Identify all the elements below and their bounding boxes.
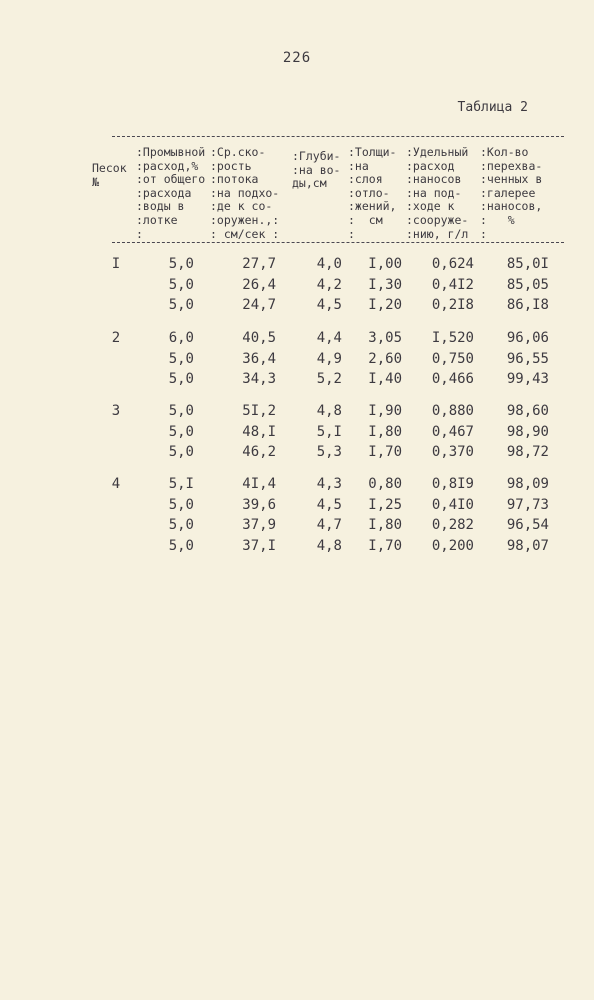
table-cell: 85,05 bbox=[506, 276, 549, 293]
table-cell: 5,0 bbox=[168, 371, 194, 387]
column-header-line: :ченных в bbox=[480, 172, 543, 187]
column-header-line: :наносов bbox=[406, 172, 462, 187]
column-header-line: :Толщи- bbox=[348, 145, 397, 159]
table-cell: 5,2 bbox=[316, 371, 342, 387]
column-header-line: :расход bbox=[406, 158, 455, 173]
table-cell: 0,467 bbox=[431, 423, 474, 440]
table-cell: 96,54 bbox=[506, 517, 549, 533]
sand-number: I bbox=[111, 256, 121, 272]
table-cell: 0,8I9 bbox=[431, 476, 474, 492]
table-cell: 0,880 bbox=[431, 403, 474, 419]
column-header-line: : bbox=[136, 226, 143, 241]
table-cell: 4,8 bbox=[316, 403, 342, 419]
column-header-line: :рость bbox=[210, 158, 252, 173]
table-caption: Таблица 2 bbox=[457, 100, 528, 115]
sand-number: 2 bbox=[111, 330, 121, 346]
column-header-line: : % bbox=[480, 212, 515, 227]
page-number: 226 bbox=[282, 50, 312, 66]
table-cell: 98,72 bbox=[506, 444, 549, 460]
table-cell: 5,I bbox=[316, 423, 342, 440]
column-header-line: :наносов, bbox=[480, 199, 543, 214]
column-header-line: :на под- bbox=[406, 185, 462, 200]
table-cell: I,20 bbox=[368, 297, 402, 313]
table-cell: 5,0 bbox=[168, 517, 194, 533]
table-cell: 0,4I2 bbox=[431, 276, 474, 293]
table-cell: 97,73 bbox=[506, 496, 549, 513]
table-cell: I,40 bbox=[368, 371, 402, 387]
column-header-line: ды,см bbox=[292, 176, 327, 191]
table-cell: 4,2 bbox=[316, 276, 342, 293]
table-cell: 3,05 bbox=[368, 330, 402, 346]
table-cell: 0,466 bbox=[431, 371, 474, 387]
column-header-line: : bbox=[348, 226, 355, 241]
table-cell: 86,I8 bbox=[506, 297, 549, 313]
table-cell: I,520 bbox=[431, 330, 474, 346]
table-cell: 0,200 bbox=[431, 537, 474, 554]
column-header-line: :сооруже- bbox=[406, 212, 469, 227]
column-header-line: :Промывной bbox=[136, 145, 206, 159]
table-cell: I,25 bbox=[368, 496, 402, 513]
column-header-line: :от общего bbox=[136, 172, 206, 187]
column-header-line: :нию, г/л bbox=[406, 226, 469, 241]
table-cell: 85,0I bbox=[506, 256, 549, 272]
table-cell: 24,7 bbox=[242, 297, 276, 313]
table-cell: I,00 bbox=[368, 256, 402, 272]
column-header-line: :лотке bbox=[136, 212, 178, 227]
table-cell: 4,4 bbox=[316, 330, 342, 346]
table-cell: 0,2I8 bbox=[431, 297, 474, 313]
table-cell: 4,9 bbox=[316, 350, 342, 367]
table-cell: 5,0 bbox=[168, 403, 194, 419]
column-header-line: Песок bbox=[92, 161, 127, 175]
table-cell: I,70 bbox=[368, 537, 402, 554]
table-cell: 36,4 bbox=[242, 350, 276, 367]
table-cell: I,70 bbox=[368, 444, 402, 460]
table-cell: 40,5 bbox=[242, 330, 276, 346]
table-cell: 98,07 bbox=[506, 537, 549, 554]
column-header-line: : bbox=[480, 226, 487, 241]
table-cell: 39,6 bbox=[242, 496, 276, 513]
sand-number: 3 bbox=[111, 403, 121, 419]
table-cell: 48,I bbox=[242, 423, 276, 440]
column-header-line: :де к со- bbox=[210, 199, 273, 214]
column-header-line: :расхода bbox=[136, 185, 192, 200]
table-cell: I,80 bbox=[368, 517, 402, 533]
table-cell: 5,0 bbox=[168, 444, 194, 460]
table-cell: 96,55 bbox=[506, 350, 549, 367]
table-cell: 5,0 bbox=[168, 423, 194, 440]
column-header-line: :потока bbox=[210, 172, 259, 187]
table-cell: I,30 bbox=[368, 276, 402, 293]
column-header-line: № bbox=[92, 174, 99, 189]
table-cell: 26,4 bbox=[242, 276, 276, 293]
table-cell: 27,7 bbox=[242, 256, 276, 272]
sand-number: 4 bbox=[111, 476, 121, 492]
table-cell: 34,3 bbox=[242, 371, 276, 387]
table-cell: 0,4I0 bbox=[431, 496, 474, 513]
table-cell: 0,750 bbox=[431, 350, 474, 367]
table-cell: 4,8 bbox=[316, 537, 342, 554]
table-cell: 2,60 bbox=[368, 350, 402, 367]
table-cell: 37,I bbox=[242, 537, 276, 554]
table-cell: 5,0 bbox=[168, 350, 194, 367]
column-header-line: :ходе к bbox=[406, 199, 455, 214]
column-header-line: :Ср.ско- bbox=[210, 145, 266, 159]
column-header-line: :оружен.,: bbox=[210, 212, 280, 227]
column-header-line: :Глуби- bbox=[292, 149, 341, 163]
table-cell: I,80 bbox=[368, 423, 402, 440]
table-cell: 5,I bbox=[168, 476, 194, 492]
table-cell: 4,3 bbox=[316, 476, 342, 492]
table-cell: 96,06 bbox=[506, 330, 549, 346]
table-cell: 5,0 bbox=[168, 496, 194, 513]
table-cell: 4,5 bbox=[316, 496, 342, 513]
table-cell: 46,2 bbox=[242, 444, 276, 460]
column-header-line: :расход,% bbox=[136, 158, 199, 173]
column-header-line: :слоя bbox=[348, 172, 383, 187]
table-cell: 4,0 bbox=[316, 256, 342, 272]
table-cell: 99,43 bbox=[506, 371, 549, 387]
table-cell: 4,7 bbox=[316, 517, 342, 533]
table-cell: 5I,2 bbox=[242, 403, 276, 419]
column-header-line: :на bbox=[348, 158, 369, 173]
table-cell: 5,3 bbox=[316, 444, 342, 460]
column-header-line: : см bbox=[348, 212, 383, 227]
column-header-line: :воды в bbox=[136, 199, 185, 214]
column-header-line: :перехва- bbox=[480, 158, 543, 173]
table-cell: 0,80 bbox=[368, 476, 402, 492]
table-cell: 98,90 bbox=[506, 423, 549, 440]
table-cell: 0,282 bbox=[431, 517, 474, 533]
column-header-line: :отло- bbox=[348, 185, 390, 200]
table-cell: 5,0 bbox=[168, 256, 194, 272]
table-cell: 0,624 bbox=[431, 256, 474, 272]
table-cell: 98,09 bbox=[506, 476, 549, 492]
table-cell: 5,0 bbox=[168, 537, 194, 554]
table-cell: 98,60 bbox=[506, 403, 549, 419]
column-header-line: :Удельный bbox=[406, 145, 469, 159]
table-cell: 4I,4 bbox=[242, 476, 276, 492]
table-cell: 5,0 bbox=[168, 297, 194, 313]
table-cell: I,90 bbox=[368, 403, 402, 419]
table-cell: 4,5 bbox=[316, 297, 342, 313]
table-cell: 5,0 bbox=[168, 276, 194, 293]
column-header-line: :галерее bbox=[480, 185, 536, 200]
column-header-line: :на во- bbox=[292, 162, 341, 177]
column-header-line: :на подхо- bbox=[210, 185, 280, 200]
table-cell: 37,9 bbox=[242, 517, 276, 533]
column-header-line: :жений, bbox=[348, 199, 397, 214]
table-cell: 0,370 bbox=[431, 444, 474, 460]
column-header-line: :Кол-во bbox=[480, 145, 529, 159]
table-cell: 6,0 bbox=[168, 330, 194, 346]
column-header-line: : см/сек : bbox=[210, 226, 280, 241]
